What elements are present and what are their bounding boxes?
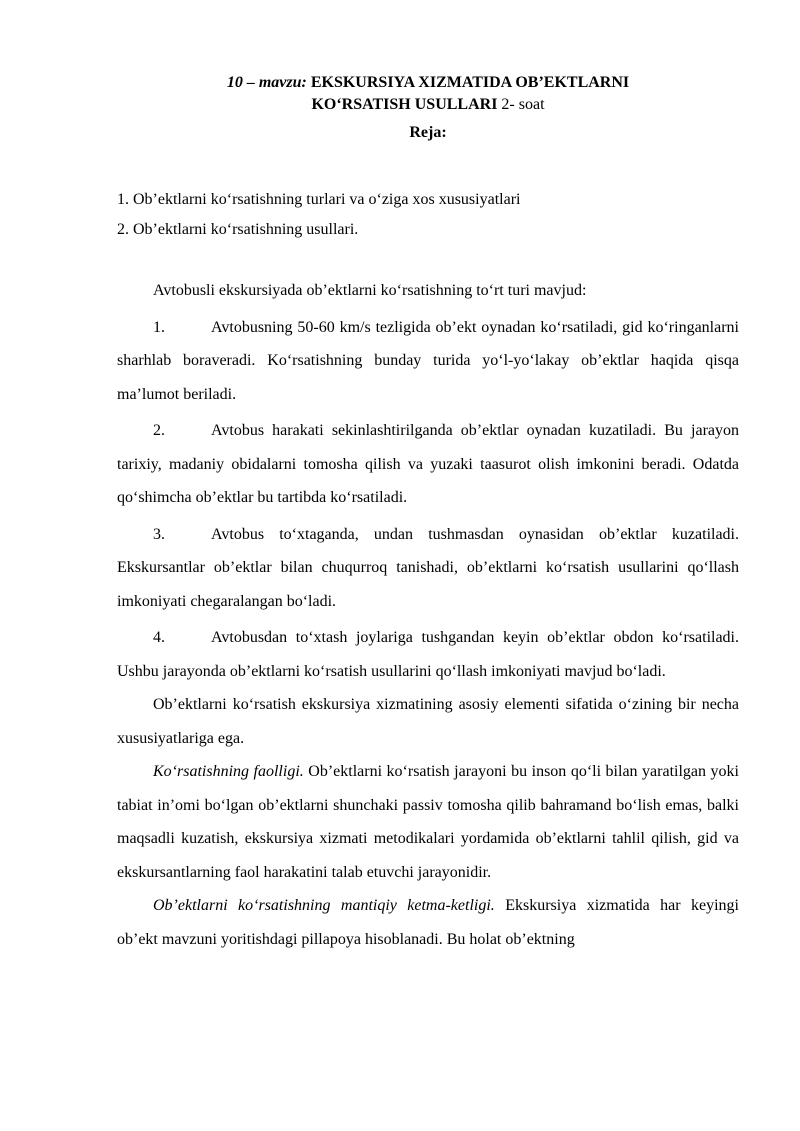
list-item-number: 1. [153, 318, 165, 336]
plan-list [117, 185, 739, 245]
activity-paragraph [117, 755, 739, 889]
topic-hours: 2- soat [497, 96, 545, 113]
list-item-text: Avtobusdan to‘xtash joylariga tushgandan keyin ob’ektlar obdon ko‘rsatiladi. Ushbu jarayonda ob’ektlarni ko‘rsatish usullarini qo‘llash imkoniyati mavjud bo‘ladi. [117, 629, 739, 680]
list-item-number: 3. [153, 525, 165, 543]
list-item-number: 4. [153, 629, 165, 646]
topic-line-1: EKSKURSIYA XIZMATIDA OB’EKTLARNI [306, 74, 630, 91]
plan-item: 1. Ob’ektlarni ko‘rsatishning turlari va o‘ziga xos xususiyatlari [117, 191, 521, 208]
topic-prefix: 10 – mavzu: [226, 74, 307, 91]
plan-heading: Reja: [409, 124, 447, 141]
list-item [117, 518, 739, 619]
features-paragraph: Ob’ektlarni ko‘rsatish ekskursiya xizmatining asosiy elementi sifatida o‘zining bir necha xususiyatlariga ega. [117, 696, 739, 747]
logic-text: Ekskursiya xizmatida har keyingi ob’ekt mavzuni yoritishdagi pillapoya hisoblanadi. Bu holat ob’ektning [117, 897, 739, 948]
logic-term: Ob’ektlarni ko‘rsatishning mantiqiy ketma-ketligi. [153, 897, 495, 914]
list-item [117, 621, 739, 688]
activity-text: Ob’ektlarni ko‘rsatish jarayoni bu inson qo‘li bilan yaratilgan yoki tabiat in’omi bo‘lgan ob’ektlarni shunchaki passiv tomosha qilib bahramand bo‘lish emas, balki maqsadli kuzatish, ekskursiya xizmati metodikalari yordamida ob’ektlarni tahlil qilish, gid va ekskursantlarning faol harakatini talab etuvchi jarayonidir. [117, 763, 739, 881]
list-item [117, 414, 739, 515]
activity-term: Ko‘rsatishning faolligi. [153, 763, 304, 780]
list-item-text: Avtobus harakati sekinlashtirilganda ob’ektlar oynadan kuzatiladi. Bu jarayon tarixiy, madaniy obidalarni tomosha qilish va yuzaki taasurot olish imkonini beradi. Odatda qo‘shimcha ob’ektlar bu tartibda ko‘rsatiladi. [117, 422, 739, 506]
page-title [117, 72, 739, 116]
plan-item: 2. Ob’ektlarni ko‘rsatishning usullari. [117, 221, 359, 238]
document-page [117, 72, 739, 956]
list-item [117, 311, 739, 412]
list-item-text: Avtobusning 50-60 km/s tezligida ob’ekt oynadan ko‘rsatiladi, gid ko‘ringanlarni sharhlab boraveradi. Ko‘rsatishning bunday turida yo‘l-yo‘lakay ob’ektlar haqida qisqa ma’lumot beriladi. [117, 318, 739, 403]
list-item-number: 2. [153, 422, 165, 439]
topic-line-2: KO‘RSATISH USULLARI [311, 96, 498, 113]
list-item-text: Avtobus to‘xtaganda, undan tushmasdan oynasidan ob’ektlar kuzatiladi. Ekskursantlar ob’ektlar bilan chuqurroq tanishadi, ob’ektlarni ko‘rsatish usullarini qo‘llash imkoniyati chegaralangan bo‘ladi. [117, 525, 739, 610]
logic-paragraph [117, 889, 739, 956]
intro-paragraph: Avtobusli ekskursiyada ob’ektlarni ko‘rsatishning to‘rt turi mavjud: [153, 282, 587, 299]
